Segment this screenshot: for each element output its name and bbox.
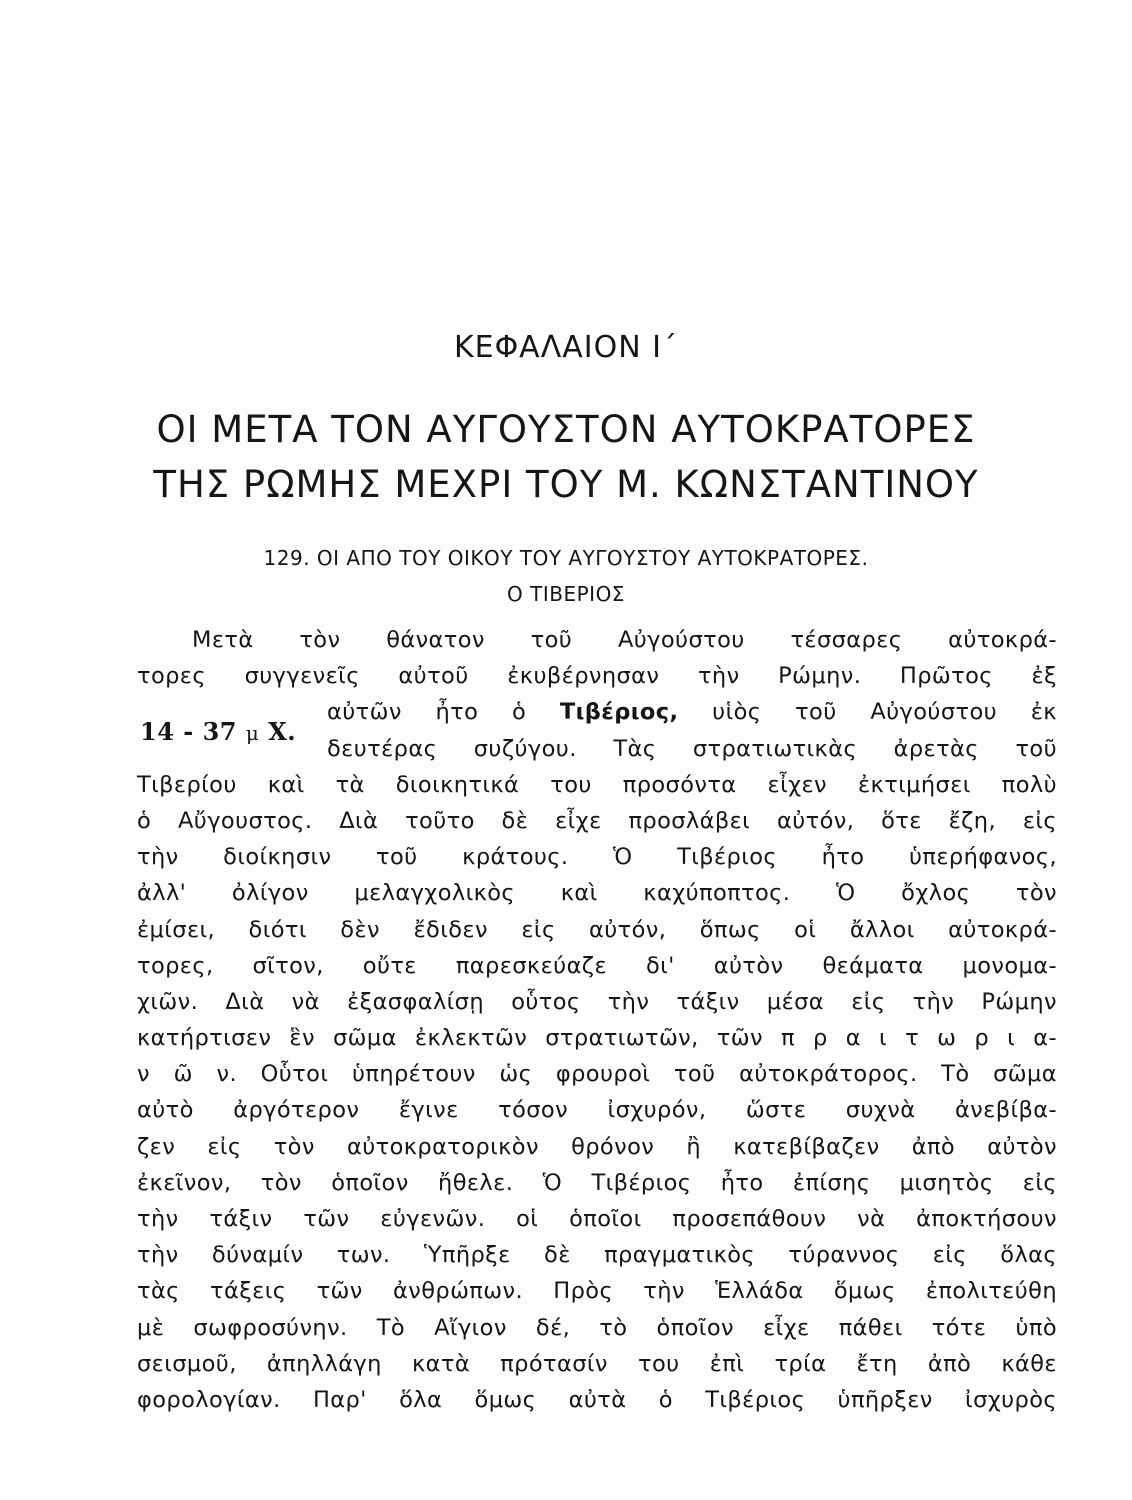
body-line: αὐτὸ ἀργότερον ἔγινε τόσον ἰσχυρόν, ὥστε συχνὰ ἀνεβίβα- xyxy=(137,1097,1057,1124)
body-line: ἐκεῖνον, τὸν ὁποῖον ἤθελε. Ὁ Τιβέριος ἦτο ἐπίσης μισητὸς εἰς xyxy=(137,1169,1057,1196)
body-line: τὴν τάξιν τῶν εὐγενῶν. οἱ ὁποῖοι προσεπάθουν νὰ ἀποκτήσουν xyxy=(137,1206,1057,1232)
body-line: τὴν διοίκησιν τοῦ κράτους. Ὁ Τιβέριος ἦτο ὑπερήφανος, xyxy=(137,844,1057,871)
body-line: μὲ σωφροσύνην. Τὸ Αἴγιον δέ, τὸ ὁποῖον εἶχε πάθει τότε ὑπὸ xyxy=(137,1314,1057,1341)
body-line: τὴν δύναμίν των. Ὑπῆρξε δὲ πραγματικὸς τύραννος εἰς ὅλας xyxy=(137,1242,1057,1269)
body-text xyxy=(137,622,1057,1418)
chapter-label: ΚΕΦΑΛΑΙΟΝ Ι΄ xyxy=(453,330,679,365)
body-line: φορολογίαν. Παρ' ὅλα ὅμως αὐτὰ ὁ Τιβέριος ὑπῆρξεν ἰσχυρὸς xyxy=(137,1386,1057,1413)
body-line xyxy=(137,694,1057,730)
emphasized-name: Τιβέριος, xyxy=(559,699,679,726)
margin-note-years: 14 - 37 xyxy=(140,717,237,746)
body-line: τορες, σῖτον, οὔτε παρεσκεύαζε δι' αὐτὸν θεάματα μονομα- xyxy=(137,952,1057,979)
body-line: ἀλλ' ὀλίγον μελαγχολικὸς καὶ καχύποπτος. Ὁ ὄχλος τὸν xyxy=(137,880,1057,907)
body-line-part: αὐτῶν ἦτο ὁ xyxy=(327,699,527,726)
body-line: ν ῶ ν. Οὗτοι ὑπηρέτουν ὡς φρουροὶ τοῦ αὐτοκράτορος. Τὸ σῶμα xyxy=(137,1061,1057,1088)
body-line: τορες συγγενεῖς αὐτοῦ ἐκυβέρνησαν τὴν Ρώμην. Πρῶτος ἐξ xyxy=(137,663,1057,690)
margin-note-era: Χ. xyxy=(268,717,297,746)
body-line: ὁ Αὔγουστος. Διὰ τοῦτο δὲ εἶχε προσλάβει αὐτόν, ὅτε ἔζη, εἰς xyxy=(137,807,1057,834)
body-line: ζεν εἰς τὸν αὐτοκρατορικὸν θρόνον ἢ κατεβίβαζεν ἀπὸ αὐτὸν xyxy=(137,1133,1057,1160)
body-line: χιῶν. Διὰ νὰ ἐξασφαλίσῃ οὗτος τὴν τάξιν μέσα εἰς τὴν Ρώμην xyxy=(137,988,1057,1015)
margin-note-era-small: μ xyxy=(245,721,260,745)
section-subtitle: Ο ΤΙΒΕΡΙΟΣ xyxy=(507,582,625,606)
section-title: 129. ΟΙ ΑΠΟ ΤΟΥ ΟΙΚΟΥ ΤΟΥ ΑΥΓΟΥΣΤΟΥ ΑΥΤΟΚΡΑΤΟΡΕΣ. xyxy=(263,546,869,570)
chapter-title xyxy=(0,402,1132,512)
body-line: κατήρτισεν ἓν σῶμα ἐκλεκτῶν στρατιωτῶν, τῶν π ρ α ι τ ω ρ ι α- xyxy=(137,1025,1057,1052)
chapter-title-line-1: ΟΙ ΜΕΤΑ ΤΟΝ ΑΥΓΟΥΣΤΟΝ ΑΥΤΟΚΡΑΤΟΡΕΣ xyxy=(156,408,976,451)
chapter-title-line-2: ΤΗΣ ΡΩΜΗΣ ΜΕΧΡΙ ΤΟΥ Μ. ΚΩΝΣΤΑΝΤΙΝΟΥ xyxy=(153,463,979,506)
body-line: τὰς τάξεις τῶν ἀνθρώπων. Πρὸς τὴν Ἑλλάδα ὅμως ἐπολιτεύθη xyxy=(137,1278,1057,1305)
body-line: σεισμοῦ, ἀπηλλάγη κατὰ πρότασίν του ἐπὶ τρία ἔτη ἀπὸ κάθε xyxy=(137,1350,1057,1377)
body-line: ἐμίσει, διότι δὲν ἔδιδεν εἰς αὐτόν, ὅπως οἱ ἄλλοι αὐτοκρά- xyxy=(137,916,1057,943)
body-line: Μετὰ τὸν θάνατον τοῦ Αὐγούστου τέσσαρες αὐτοκρά- xyxy=(192,627,1057,653)
section-heading xyxy=(0,540,1132,612)
body-line-part: υἱὸς τοῦ Αὐγούστου ἐκ xyxy=(712,699,1057,726)
body-line: δευτέρας συζύγου. Τὰς στρατιωτικὰς ἀρετὰς τοῦ xyxy=(327,735,1057,762)
body-line: Τιβερίου καὶ τὰ διοικητικά του προσόντα εἶχεν ἐκτιμήσει πολὺ xyxy=(137,771,1057,798)
